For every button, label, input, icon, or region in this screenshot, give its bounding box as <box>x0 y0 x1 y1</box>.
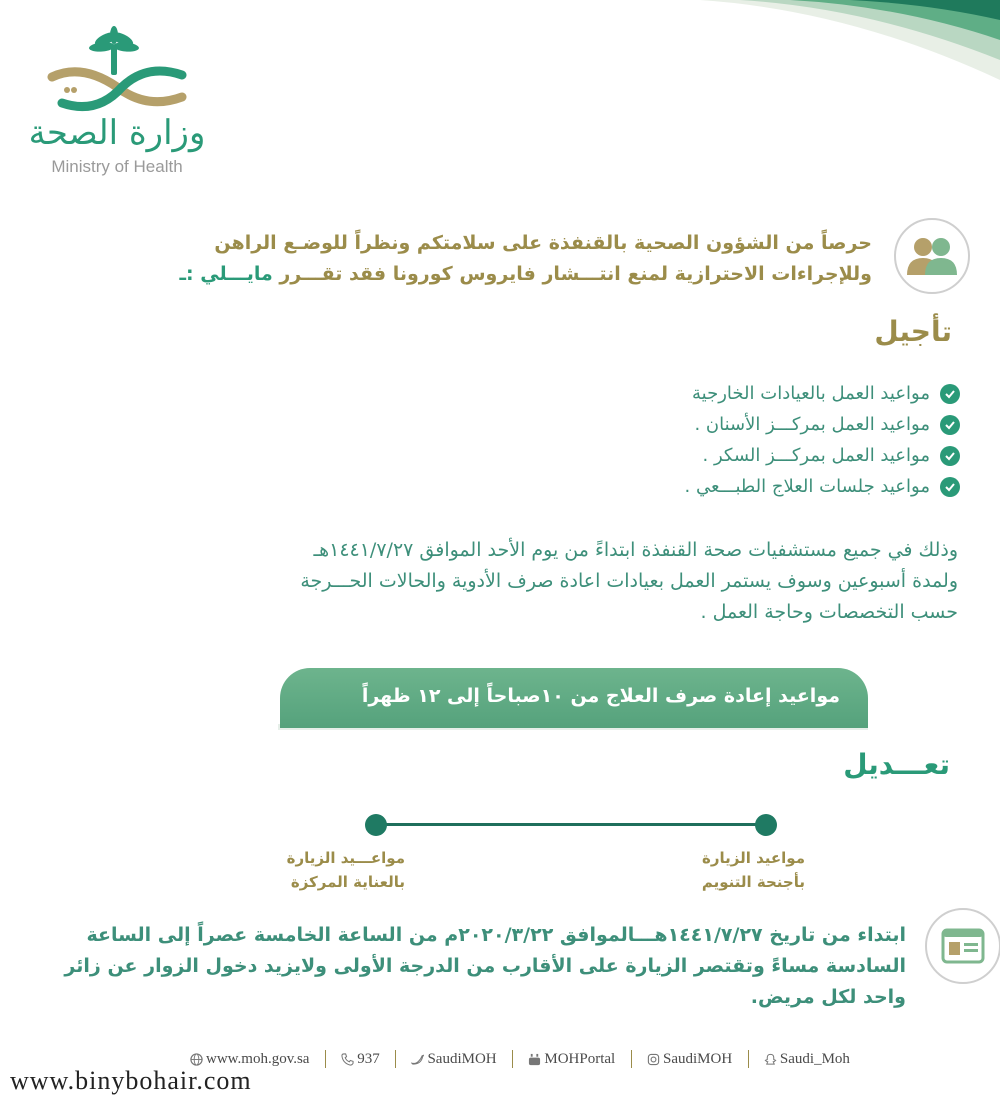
modify-heading: تعـــديل <box>843 748 950 781</box>
instagram-icon <box>647 1053 660 1066</box>
logo-arabic-name: وزارة الصحة <box>28 113 206 153</box>
visit-line-2: السادسة مساءً وتقتصر الزيارة على الأقارب من الدرجة الأولى ولايزيد دخول الزوار عن زائر <box>64 955 906 977</box>
snapchat-icon <box>764 1053 777 1066</box>
list-item: مواعيد العمل بمركـــز السكر . <box>540 440 960 471</box>
contact-footer <box>190 1046 850 1072</box>
footer-instagram[interactable]: SaudiMOH <box>647 1051 732 1068</box>
header-wave-decoration <box>700 0 1000 90</box>
website-watermark: www.binybohair.com <box>10 1066 252 1095</box>
intro-line-2: وللإجراءات الاحترازية لمنع انتـــشار فايروس كورونا فقد تقـــرر <box>279 263 872 285</box>
footer-separator <box>395 1050 396 1068</box>
refill-hours-text: مواعيد إعادة صرف العلاج من ١٠صباحاً إلى ١٢ ظهراً <box>361 685 840 707</box>
intro-line-1: حرصاً من الشؤون الصحية بالقنفذة على سلامتكم ونظراً للوضـع الراهن <box>214 232 872 254</box>
ministry-logo <box>22 25 212 185</box>
list-item: مواعيد جلسات العلاج الطبـــعي . <box>540 471 960 502</box>
intro-paragraph <box>60 228 872 290</box>
ward-visit-label: مواعيد الزيارة بأجنحة التنويم <box>701 849 805 891</box>
list-item: مواعيد العمل بالعيادات الخارجية <box>540 378 960 409</box>
details-line-2: ولمدة أسبوعين وسوف يستمر العمل بعيادات اعادة صرف الأدوية والحالات الحـــرجة <box>300 570 958 592</box>
footer-separator <box>325 1050 326 1068</box>
youtube-icon <box>528 1053 541 1066</box>
icu-visit-label: مواعـــيد الزيارة بالعناية المركزة <box>286 849 405 891</box>
visit-line-1: ابتداء من تاريخ ١٤٤١/٧/٢٧هـــالموافق ٢٠٢٠/٣/٢٢م من الساعة الخامسة عصراً إلى الساعة <box>86 924 906 946</box>
timeline-dot-icu <box>365 814 387 836</box>
intro-line-2-suffix: مايـــلي :ـ <box>179 263 273 285</box>
list-item: مواعيد العمل بمركـــز الأسنان . <box>540 409 960 440</box>
footer-twitter[interactable]: SaudiMOH <box>411 1051 496 1068</box>
footer-phone[interactable]: 937 <box>341 1051 380 1068</box>
footer-separator <box>512 1050 513 1068</box>
details-paragraph <box>140 535 958 628</box>
footer-youtube[interactable]: MOHPortal <box>528 1051 615 1068</box>
check-circle-icon <box>940 415 960 435</box>
timeline-connector <box>376 823 766 826</box>
check-circle-icon <box>940 446 960 466</box>
footer-website[interactable]: www.moh.gov.sa <box>190 1051 309 1068</box>
visit-hours-paragraph <box>40 920 906 1013</box>
timeline-dot-wards <box>755 814 777 836</box>
globe-icon <box>190 1053 203 1066</box>
check-circle-icon <box>940 384 960 404</box>
footer-snapchat[interactable]: Saudi_Moh <box>764 1051 850 1068</box>
logo-english-name: Ministry of Health <box>51 157 183 176</box>
check-circle-icon <box>940 477 960 497</box>
footer-separator <box>631 1050 632 1068</box>
phone-icon <box>341 1053 354 1066</box>
postpone-heading: تأجيل <box>874 315 952 348</box>
postponed-items-list <box>540 378 960 502</box>
details-line-3: حسب التخصصات وحاجة العمل . <box>700 601 958 623</box>
twitter-icon <box>411 1053 424 1066</box>
id-card-icon <box>925 908 1000 984</box>
visit-line-3: واحد لكل مريض. <box>750 986 906 1008</box>
palm-swords-emblem-icon <box>22 25 212 115</box>
details-line-1: وذلك في جميع مستشفيات صحة القنفذة ابتداءً من يوم الأحد الموافق ١٤٤١/٧/٢٧هـ <box>313 539 958 561</box>
people-icon <box>894 218 970 294</box>
footer-separator <box>748 1050 749 1068</box>
